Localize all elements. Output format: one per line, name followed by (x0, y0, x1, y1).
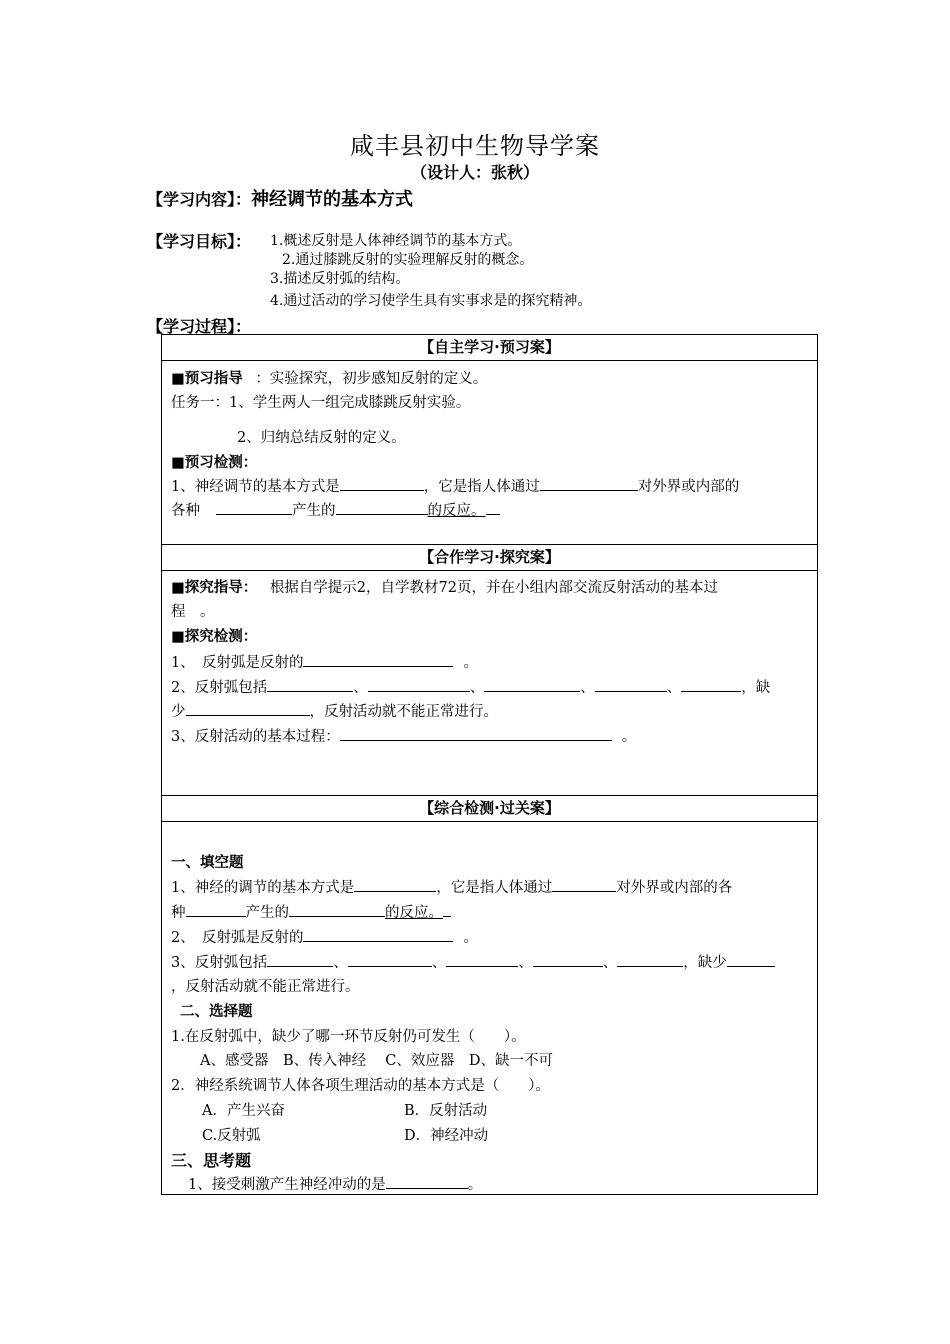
content-label: 【学习内容】： (147, 190, 252, 209)
answer-blank[interactable] (368, 677, 470, 692)
review-section-head: 【综合检测·过关案】 (162, 796, 817, 822)
goal-item: 4.通过活动的学习使学生具有实事求是的探究精神。 (270, 293, 592, 309)
question-text: ，它是指人体通过 (423, 479, 540, 495)
answer-blank[interactable] (617, 952, 683, 967)
answer-blank[interactable] (533, 952, 603, 967)
question-text: 。 (467, 1177, 483, 1193)
answer-blank[interactable] (354, 877, 436, 892)
choice-question-1: 1.在反射弧中，缺少了哪一环节反射仍可发生（ ）。 (171, 1029, 526, 1045)
question-text: 产生的 (245, 905, 289, 921)
explore-question-2 (171, 676, 770, 697)
preview-guide-label: ■预习指导 (171, 371, 243, 387)
question-text: ，缺少 (683, 955, 727, 971)
explore-question-3 (171, 725, 636, 746)
explore-guide-cont: 程 。 (171, 604, 215, 620)
question-text: 。 (463, 655, 478, 671)
question-text: 少 (171, 704, 186, 720)
review-part-1: 一、填空题 (171, 855, 244, 871)
answer-blank[interactable] (446, 952, 518, 967)
explore-guide-text: 根据自学提示2，自学教材72页，并在小组内部交流反射活动的基本过 (269, 580, 718, 596)
preview-guide (171, 367, 487, 388)
answer-blank (486, 500, 500, 515)
separator: 、 (602, 955, 618, 971)
question-text: ，缺 (741, 680, 771, 696)
answer-blank[interactable] (303, 927, 453, 942)
explore-question-2-cont (171, 700, 498, 721)
review-question-3-cont: ，反射活动就不能正常进行。 (171, 979, 360, 995)
choice-option-d: D．神经冲动 (404, 1128, 489, 1144)
review-part-3: 三、思考题 (171, 1151, 252, 1170)
answer-blank[interactable] (340, 476, 424, 491)
answer-blank[interactable] (216, 500, 292, 515)
preview-guide-text: ：实验探究，初步感知反射的定义。 (255, 371, 488, 387)
goal-item: 3.描述反射弧的结构。 (270, 271, 410, 287)
answer-blank[interactable] (386, 1174, 468, 1189)
answer-blank[interactable] (267, 952, 333, 967)
question-text: 。 (621, 729, 637, 745)
question-text: 3、反射弧包括 (171, 955, 268, 971)
separator: 、 (580, 680, 595, 696)
explore-section-head: 【合作学习·探究案】 (162, 545, 817, 571)
question-text: 1、神经调节的基本方式是 (171, 479, 340, 495)
question-text: 种 (171, 905, 186, 921)
answer-blank[interactable] (595, 677, 667, 692)
explore-guide (171, 576, 718, 597)
answer-blank[interactable] (348, 952, 432, 967)
question-text: 。 (463, 930, 478, 946)
choice-option-a: A．产生兴奋 (202, 1103, 285, 1119)
choice-question-1-options: A、感受器 B、传入神经 C、效应器 D、缺一不可 (200, 1053, 553, 1069)
question-text: 1、神经的调节的基本方式是 (171, 880, 355, 896)
question-text: 2、反射弧包括 (171, 680, 268, 696)
answer-blank[interactable] (552, 877, 616, 892)
separator: 、 (431, 955, 447, 971)
question-text: 对外界或内部的 (637, 479, 740, 495)
answer-blank[interactable] (484, 677, 580, 692)
review-part-2: 二、选择题 (180, 1004, 253, 1020)
page-title: 咸丰县初中生物导学案 (350, 132, 600, 160)
content-row (147, 185, 413, 211)
choice-question-2: 2．神经系统调节人体各项生理活动的基本方式是（ ）。 (171, 1078, 550, 1094)
question-text: 的反应。 (427, 503, 486, 519)
thinking-question-1 (188, 1173, 482, 1194)
answer-blank (443, 902, 451, 917)
explore-check-label: ■探究检测： (171, 629, 258, 645)
answer-blank[interactable] (727, 952, 775, 967)
answer-blank[interactable] (186, 902, 246, 917)
separator: 、 (333, 955, 348, 971)
answer-blank[interactable] (289, 902, 385, 917)
explore-question-1 (171, 651, 478, 672)
preview-section-head: 【自主学习·预习案】 (162, 335, 817, 361)
review-question-2 (171, 926, 478, 947)
answer-blank[interactable] (340, 726, 612, 741)
separator: 、 (353, 680, 368, 696)
preview-task-1: 任务一：1、学生两人一组完成膝跳反射实验。 (171, 395, 471, 411)
separator: 、 (518, 955, 533, 971)
question-text: 3、反射活动的基本过程： (171, 729, 340, 745)
separator: 、 (469, 680, 485, 696)
preview-question-1 (171, 475, 739, 496)
answer-blank[interactable] (681, 677, 741, 692)
preview-question-1-cont (171, 499, 500, 520)
question-text: 2、 反射弧是反射的 (171, 930, 304, 946)
question-text: ，它是指人体通过 (436, 880, 553, 896)
review-question-1-cont (171, 901, 451, 922)
answer-blank[interactable] (303, 652, 453, 667)
question-text: 各种 (171, 503, 200, 519)
content-topic: 神经调节的基本方式 (251, 189, 414, 210)
goal-item: 2.通过膝跳反射的实验理解反射的概念。 (282, 252, 534, 268)
answer-blank[interactable] (267, 677, 353, 692)
question-text: 1、 反射弧是反射的 (171, 655, 304, 671)
choice-option-c: C.反射弧 (202, 1128, 261, 1144)
review-question-3 (171, 951, 775, 972)
designer-credit: （设计人：张秋） (410, 163, 539, 182)
answer-blank[interactable] (540, 476, 638, 491)
study-table (161, 334, 818, 1195)
preview-task-2: 2、归纳总结反射的定义。 (237, 430, 406, 446)
answer-blank[interactable] (336, 500, 428, 515)
process-label: 【学习过程】： (147, 317, 252, 336)
question-text: 对外界或内部的各 (616, 880, 733, 896)
explore-guide-label: ■探究指导： (171, 580, 258, 596)
question-text: 的反应。 (385, 905, 443, 921)
question-text: 产生的 (292, 503, 336, 519)
question-text: 1、接受刺激产生神经冲动的是 (188, 1177, 386, 1193)
goal-item: 1.概述反射是人体神经调节的基本方式。 (270, 233, 522, 249)
goals-label: 【学习目标】： (147, 232, 252, 251)
question-text: ，反射活动就不能正常进行。 (309, 704, 498, 720)
preview-check-label: ■预习检测： (171, 455, 258, 471)
choice-option-b: B．反射活动 (404, 1103, 488, 1119)
review-question-1 (171, 876, 732, 897)
separator: 、 (666, 680, 682, 696)
answer-blank[interactable] (186, 701, 310, 716)
